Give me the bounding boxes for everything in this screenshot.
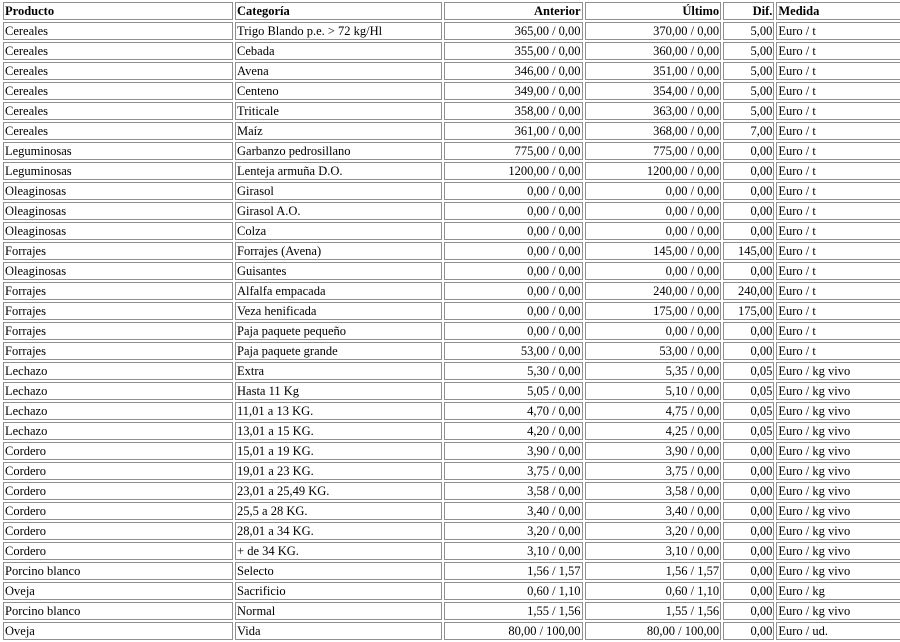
table-row <box>3 22 900 40</box>
cell-anterior: 0,00 / 0,00 <box>444 302 583 320</box>
cell-categoria: Lenteja armuña D.O. <box>235 162 442 180</box>
cell-categoria: Girasol <box>235 182 442 200</box>
cell-ultimo: 3,10 / 0,00 <box>585 542 722 560</box>
cell-ultimo: 1,56 / 1,57 <box>585 562 722 580</box>
table-row <box>3 402 900 420</box>
cell-categoria: Forrajes (Avena) <box>235 242 442 260</box>
cell-medida: Euro / kg vivo <box>776 502 900 520</box>
table-body <box>3 22 900 640</box>
cell-anterior: 1200,00 / 0,00 <box>444 162 583 180</box>
cell-medida: Euro / t <box>776 302 900 320</box>
cell-producto: Porcino blanco <box>3 562 233 580</box>
header-categoria: Categoría <box>235 2 442 20</box>
header-medida: Medida <box>776 2 900 20</box>
cell-ultimo: 363,00 / 0,00 <box>585 102 722 120</box>
cell-medida: Euro / t <box>776 242 900 260</box>
table-row <box>3 322 900 340</box>
cell-producto: Cereales <box>3 122 233 140</box>
cell-ultimo: 3,58 / 0,00 <box>585 482 722 500</box>
table-row <box>3 222 900 240</box>
cell-dif: 0,00 <box>723 182 774 200</box>
cell-dif: 0,00 <box>723 322 774 340</box>
cell-dif: 0,00 <box>723 602 774 620</box>
cell-ultimo: 360,00 / 0,00 <box>585 42 722 60</box>
cell-dif: 0,00 <box>723 502 774 520</box>
cell-anterior: 3,75 / 0,00 <box>444 462 583 480</box>
cell-dif: 5,00 <box>723 42 774 60</box>
cell-ultimo: 3,20 / 0,00 <box>585 522 722 540</box>
table-row <box>3 482 900 500</box>
cell-categoria: Colza <box>235 222 442 240</box>
cell-anterior: 0,00 / 0,00 <box>444 182 583 200</box>
cell-ultimo: 0,00 / 0,00 <box>585 182 722 200</box>
cell-dif: 0,00 <box>723 622 774 640</box>
cell-dif: 5,00 <box>723 102 774 120</box>
table-row <box>3 242 900 260</box>
cell-anterior: 80,00 / 100,00 <box>444 622 583 640</box>
table-row <box>3 462 900 480</box>
cell-anterior: 3,40 / 0,00 <box>444 502 583 520</box>
cell-dif: 0,00 <box>723 582 774 600</box>
cell-dif: 0,00 <box>723 522 774 540</box>
cell-ultimo: 4,25 / 0,00 <box>585 422 722 440</box>
cell-medida: Euro / t <box>776 162 900 180</box>
table-row <box>3 302 900 320</box>
table-row <box>3 342 900 360</box>
cell-categoria: Centeno <box>235 82 442 100</box>
cell-categoria: Normal <box>235 602 442 620</box>
cell-dif: 240,00 <box>723 282 774 300</box>
cell-dif: 0,05 <box>723 382 774 400</box>
cell-producto: Cordero <box>3 462 233 480</box>
cell-dif: 0,05 <box>723 422 774 440</box>
cell-anterior: 5,05 / 0,00 <box>444 382 583 400</box>
cell-medida: Euro / ud. <box>776 622 900 640</box>
cell-anterior: 4,70 / 0,00 <box>444 402 583 420</box>
cell-categoria: 15,01 a 19 KG. <box>235 442 442 460</box>
table-row <box>3 162 900 180</box>
cell-producto: Cordero <box>3 542 233 560</box>
cell-categoria: Alfalfa empacada <box>235 282 442 300</box>
cell-categoria: Trigo Blando p.e. > 72 kg/Hl <box>235 22 442 40</box>
table-row <box>3 122 900 140</box>
cell-dif: 0,00 <box>723 162 774 180</box>
cell-categoria: Extra <box>235 362 442 380</box>
cell-ultimo: 0,00 / 0,00 <box>585 322 722 340</box>
cell-categoria: Paja paquete pequeño <box>235 322 442 340</box>
cell-medida: Euro / t <box>776 142 900 160</box>
cell-dif: 5,00 <box>723 82 774 100</box>
table-row <box>3 602 900 620</box>
table-row <box>3 282 900 300</box>
cell-categoria: 11,01 a 13 KG. <box>235 402 442 420</box>
cell-producto: Cereales <box>3 102 233 120</box>
cell-dif: 0,00 <box>723 562 774 580</box>
table-row <box>3 62 900 80</box>
cell-categoria: Cebada <box>235 42 442 60</box>
cell-anterior: 3,20 / 0,00 <box>444 522 583 540</box>
cell-producto: Cereales <box>3 42 233 60</box>
cell-medida: Euro / kg vivo <box>776 602 900 620</box>
cell-producto: Cereales <box>3 62 233 80</box>
table-row <box>3 442 900 460</box>
price-table <box>1 0 900 642</box>
cell-producto: Forrajes <box>3 342 233 360</box>
cell-medida: Euro / t <box>776 82 900 100</box>
cell-ultimo: 775,00 / 0,00 <box>585 142 722 160</box>
cell-dif: 5,00 <box>723 22 774 40</box>
cell-medida: Euro / t <box>776 42 900 60</box>
cell-categoria: Maíz <box>235 122 442 140</box>
cell-producto: Cordero <box>3 482 233 500</box>
cell-ultimo: 370,00 / 0,00 <box>585 22 722 40</box>
cell-medida: Euro / t <box>776 342 900 360</box>
table-row <box>3 542 900 560</box>
cell-dif: 0,00 <box>723 222 774 240</box>
cell-anterior: 346,00 / 0,00 <box>444 62 583 80</box>
cell-anterior: 358,00 / 0,00 <box>444 102 583 120</box>
cell-dif: 145,00 <box>723 242 774 260</box>
cell-producto: Leguminosas <box>3 162 233 180</box>
cell-ultimo: 0,60 / 1,10 <box>585 582 722 600</box>
cell-producto: Forrajes <box>3 302 233 320</box>
cell-ultimo: 0,00 / 0,00 <box>585 222 722 240</box>
cell-medida: Euro / t <box>776 22 900 40</box>
cell-medida: Euro / kg vivo <box>776 362 900 380</box>
header-anterior: Anterior <box>444 2 583 20</box>
cell-ultimo: 53,00 / 0,00 <box>585 342 722 360</box>
cell-producto: Oleaginosas <box>3 262 233 280</box>
cell-producto: Oleaginosas <box>3 202 233 220</box>
cell-categoria: 28,01 a 34 KG. <box>235 522 442 540</box>
cell-categoria: 25,5 a 28 KG. <box>235 502 442 520</box>
table-row <box>3 182 900 200</box>
cell-producto: Lechazo <box>3 362 233 380</box>
cell-medida: Euro / t <box>776 202 900 220</box>
header-dif: Dif. <box>723 2 774 20</box>
cell-medida: Euro / kg <box>776 582 900 600</box>
cell-categoria: Selecto <box>235 562 442 580</box>
cell-anterior: 3,10 / 0,00 <box>444 542 583 560</box>
table-row <box>3 102 900 120</box>
cell-anterior: 0,60 / 1,10 <box>444 582 583 600</box>
cell-medida: Euro / t <box>776 182 900 200</box>
cell-medida: Euro / kg vivo <box>776 482 900 500</box>
cell-categoria: 13,01 a 15 KG. <box>235 422 442 440</box>
header-producto: Producto <box>3 2 233 20</box>
cell-anterior: 3,90 / 0,00 <box>444 442 583 460</box>
cell-ultimo: 0,00 / 0,00 <box>585 262 722 280</box>
cell-ultimo: 5,10 / 0,00 <box>585 382 722 400</box>
cell-ultimo: 3,40 / 0,00 <box>585 502 722 520</box>
cell-ultimo: 1,55 / 1,56 <box>585 602 722 620</box>
cell-categoria: Vida <box>235 622 442 640</box>
cell-producto: Cordero <box>3 502 233 520</box>
cell-producto: Forrajes <box>3 322 233 340</box>
cell-medida: Euro / t <box>776 322 900 340</box>
cell-anterior: 775,00 / 0,00 <box>444 142 583 160</box>
table-row <box>3 522 900 540</box>
table-row <box>3 42 900 60</box>
cell-categoria: + de 34 KG. <box>235 542 442 560</box>
cell-producto: Oleaginosas <box>3 222 233 240</box>
cell-dif: 0,00 <box>723 442 774 460</box>
table-row <box>3 582 900 600</box>
cell-ultimo: 351,00 / 0,00 <box>585 62 722 80</box>
table-row <box>3 262 900 280</box>
cell-medida: Euro / kg vivo <box>776 462 900 480</box>
cell-producto: Lechazo <box>3 382 233 400</box>
cell-dif: 0,00 <box>723 482 774 500</box>
cell-dif: 0,00 <box>723 542 774 560</box>
table-row <box>3 202 900 220</box>
cell-producto: Cereales <box>3 22 233 40</box>
cell-anterior: 361,00 / 0,00 <box>444 122 583 140</box>
cell-medida: Euro / kg vivo <box>776 522 900 540</box>
cell-categoria: 19,01 a 23 KG. <box>235 462 442 480</box>
cell-ultimo: 4,75 / 0,00 <box>585 402 722 420</box>
table-row <box>3 422 900 440</box>
cell-categoria: Veza henificada <box>235 302 442 320</box>
cell-anterior: 355,00 / 0,00 <box>444 42 583 60</box>
table-row <box>3 562 900 580</box>
cell-ultimo: 1200,00 / 0,00 <box>585 162 722 180</box>
cell-dif: 7,00 <box>723 122 774 140</box>
cell-medida: Euro / t <box>776 62 900 80</box>
cell-categoria: 23,01 a 25,49 KG. <box>235 482 442 500</box>
cell-medida: Euro / kg vivo <box>776 542 900 560</box>
cell-dif: 0,05 <box>723 402 774 420</box>
cell-producto: Porcino blanco <box>3 602 233 620</box>
table-row <box>3 382 900 400</box>
cell-medida: Euro / t <box>776 122 900 140</box>
cell-medida: Euro / kg vivo <box>776 442 900 460</box>
cell-anterior: 365,00 / 0,00 <box>444 22 583 40</box>
cell-medida: Euro / t <box>776 222 900 240</box>
cell-anterior: 3,58 / 0,00 <box>444 482 583 500</box>
cell-ultimo: 175,00 / 0,00 <box>585 302 722 320</box>
cell-categoria: Sacrificio <box>235 582 442 600</box>
cell-categoria: Avena <box>235 62 442 80</box>
cell-dif: 175,00 <box>723 302 774 320</box>
header-row <box>3 2 900 20</box>
table-row <box>3 362 900 380</box>
cell-anterior: 0,00 / 0,00 <box>444 222 583 240</box>
cell-anterior: 349,00 / 0,00 <box>444 82 583 100</box>
cell-medida: Euro / kg vivo <box>776 562 900 580</box>
cell-producto: Cordero <box>3 442 233 460</box>
cell-dif: 0,00 <box>723 342 774 360</box>
cell-categoria: Girasol A.O. <box>235 202 442 220</box>
cell-medida: Euro / kg vivo <box>776 422 900 440</box>
cell-anterior: 53,00 / 0,00 <box>444 342 583 360</box>
cell-ultimo: 354,00 / 0,00 <box>585 82 722 100</box>
cell-dif: 0,00 <box>723 142 774 160</box>
cell-producto: Cordero <box>3 522 233 540</box>
table-row <box>3 622 900 640</box>
cell-ultimo: 0,00 / 0,00 <box>585 202 722 220</box>
cell-medida: Euro / kg vivo <box>776 402 900 420</box>
cell-anterior: 0,00 / 0,00 <box>444 282 583 300</box>
cell-anterior: 0,00 / 0,00 <box>444 202 583 220</box>
cell-anterior: 1,56 / 1,57 <box>444 562 583 580</box>
table-row <box>3 82 900 100</box>
cell-producto: Forrajes <box>3 242 233 260</box>
cell-ultimo: 80,00 / 100,00 <box>585 622 722 640</box>
cell-dif: 0,00 <box>723 202 774 220</box>
cell-ultimo: 5,35 / 0,00 <box>585 362 722 380</box>
cell-anterior: 0,00 / 0,00 <box>444 322 583 340</box>
cell-ultimo: 3,75 / 0,00 <box>585 462 722 480</box>
cell-medida: Euro / t <box>776 102 900 120</box>
cell-medida: Euro / kg vivo <box>776 382 900 400</box>
cell-producto: Forrajes <box>3 282 233 300</box>
cell-producto: Cereales <box>3 82 233 100</box>
cell-anterior: 0,00 / 0,00 <box>444 242 583 260</box>
cell-ultimo: 145,00 / 0,00 <box>585 242 722 260</box>
cell-categoria: Paja paquete grande <box>235 342 442 360</box>
cell-dif: 0,00 <box>723 462 774 480</box>
cell-producto: Leguminosas <box>3 142 233 160</box>
cell-dif: 5,00 <box>723 62 774 80</box>
cell-categoria: Guisantes <box>235 262 442 280</box>
cell-anterior: 1,55 / 1,56 <box>444 602 583 620</box>
cell-anterior: 4,20 / 0,00 <box>444 422 583 440</box>
cell-medida: Euro / t <box>776 262 900 280</box>
cell-categoria: Garbanzo pedrosillano <box>235 142 442 160</box>
cell-producto: Oveja <box>3 582 233 600</box>
cell-producto: Lechazo <box>3 422 233 440</box>
cell-producto: Oleaginosas <box>3 182 233 200</box>
cell-ultimo: 240,00 / 0,00 <box>585 282 722 300</box>
cell-producto: Oveja <box>3 622 233 640</box>
header-ultimo: Último <box>585 2 722 20</box>
cell-medida: Euro / t <box>776 282 900 300</box>
table-header <box>3 2 900 20</box>
cell-categoria: Triticale <box>235 102 442 120</box>
cell-dif: 0,00 <box>723 262 774 280</box>
cell-producto: Lechazo <box>3 402 233 420</box>
cell-categoria: Hasta 11 Kg <box>235 382 442 400</box>
cell-ultimo: 3,90 / 0,00 <box>585 442 722 460</box>
cell-dif: 0,05 <box>723 362 774 380</box>
cell-ultimo: 368,00 / 0,00 <box>585 122 722 140</box>
table-row <box>3 142 900 160</box>
cell-anterior: 5,30 / 0,00 <box>444 362 583 380</box>
table-row <box>3 502 900 520</box>
cell-anterior: 0,00 / 0,00 <box>444 262 583 280</box>
